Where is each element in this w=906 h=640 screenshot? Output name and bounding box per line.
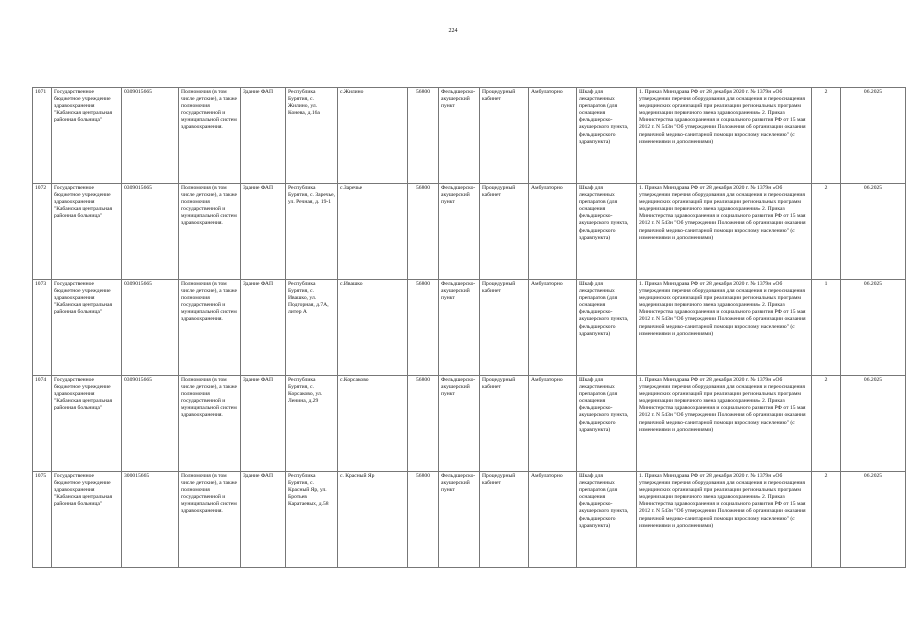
row-number: 1073 (33, 280, 52, 376)
inn-code: 0309015665 (122, 280, 179, 376)
region-code: 56800 (408, 184, 439, 280)
registry-table (32, 87, 906, 568)
purpose-text: Полномочия (в том числе детские), а также полномочия государственной и муниципальной систем здравоохранения. (179, 376, 241, 472)
inn-code: 0309015665 (122, 376, 179, 472)
building-type: Здание ФАП (241, 88, 286, 184)
page-number: 224 (448, 28, 458, 34)
region-code: 56800 (408, 280, 439, 376)
building-type: Здание ФАП (241, 376, 286, 472)
region-code: 56800 (408, 88, 439, 184)
equipment-name: Шкаф для лекарственных препаратов (для оснащения фельдшерско-акушерского пункта, фельдшерского здравпункта) (577, 376, 637, 472)
delivery-date: 06.2025 (841, 280, 906, 376)
address-text: Республика Бурятия, с. Корсаково, ул. Ленина, д.29 (286, 376, 338, 472)
row-number: 1074 (33, 376, 52, 472)
building-type: Здание ФАП (241, 472, 286, 568)
table-row (33, 184, 906, 280)
table-row (33, 280, 906, 376)
quantity: 2 (812, 376, 841, 472)
delivery-date: 06.2025 (841, 184, 906, 280)
building-type: Здание ФАП (241, 280, 286, 376)
delivery-date: 06.2025 (841, 88, 906, 184)
table-row (33, 88, 906, 184)
organization-name: Государственное бюджетное учреждение здравоохранения "Кабанская центральная районная больница" (52, 472, 122, 568)
row-number: 1071 (33, 88, 52, 184)
inn-code: 300015665 (122, 472, 179, 568)
legal-basis: 1. Приказ Минздрава РФ от 28 декабря 2020 г. № 1379н «Об утверждении перечня оборудования для оснащения и переоснащения медицинских организаций при реализации региональных программ модернизации первичного звена здравоохранения» 2. Приказ Министерства здравоохранения и социального развития РФ от 15 мая 2012 г. N 543н "Об утверждении Положения об организации оказания первичной медико-санитарной помощи взрослому населению" (с изменениями и дополнениями) (637, 184, 812, 280)
room-name: Процедурный кабинет (480, 376, 529, 472)
quantity: 2 (812, 184, 841, 280)
organization-name: Государственное бюджетное учреждение здравоохранения "Кабанская центральная районная больница" (52, 184, 122, 280)
equipment-name: Шкаф для лекарственных препаратов (для оснащения фельдшерско-акушерского пункта, фельдшерского здравпункта) (577, 280, 637, 376)
settlement-name: с. Красный Яр (338, 472, 408, 568)
settlement-name: с.Жилино (338, 88, 408, 184)
address-text: Республика Бурятия, с. Заречье, ул. Речная, д. 19-1 (286, 184, 338, 280)
row-number: 1075 (33, 472, 52, 568)
building-type: Здание ФАП (241, 184, 286, 280)
facility-type: Фельдшерско-акушерский пункт (439, 376, 480, 472)
care-mode: Амбулаторно (529, 184, 577, 280)
room-name: Процедурный кабинет (480, 280, 529, 376)
organization-name: Государственное бюджетное учреждение здравоохранения "Кабанская центральная районная больница" (52, 88, 122, 184)
equipment-name: Шкаф для лекарственных препаратов (для оснащения фельдшерско-акушерского пункта, фельдшерского здравпункта) (577, 184, 637, 280)
care-mode: Амбулаторно (529, 472, 577, 568)
inn-code: 0309015665 (122, 184, 179, 280)
quantity: 1 (812, 280, 841, 376)
legal-basis: 1. Приказ Минздрава РФ от 28 декабря 2020 г. № 1379н «Об утверждении перечня оборудования для оснащения и переоснащения медицинских организаций при реализации региональных программ модернизации первичного звена здравоохранения» 2. Приказ Министерства здравоохранения и социального развития РФ от 15 мая 2012 г. N 543н "Об утверждении Положения об организации оказания первичной медико-санитарной помощи взрослому населению" (с изменениями и дополнениями) (637, 88, 812, 184)
address-text: Республика Бурятия, с. Ивашко, ул. Подгорная, д.7А, литер А (286, 280, 338, 376)
equipment-name: Шкаф для лекарственных препаратов (для оснащения фельдшерско-акушерского пункта, фельдшерского здравпункта) (577, 472, 637, 568)
quantity: 2 (812, 472, 841, 568)
settlement-name: с.Ивашко (338, 280, 408, 376)
quantity: 2 (812, 88, 841, 184)
table-row (33, 472, 906, 568)
care-mode: Амбулаторно (529, 280, 577, 376)
facility-type: Фельдшерско-акушерский пункт (439, 88, 480, 184)
region-code: 56800 (408, 376, 439, 472)
purpose-text: Полномочия (в том числе детские), а также полномочия государственной и муниципальной систем здравоохранения. (179, 472, 241, 568)
legal-basis: 1. Приказ Минздрава РФ от 28 декабря 2020 г. № 1379н «Об утверждении перечня оборудования для оснащения и переоснащения медицинских организаций при реализации региональных программ модернизации первичного звена здравоохранения» 2. Приказ Министерства здравоохранения и социального развития РФ от 15 мая 2012 г. N 543н "Об утверждении Положения об организации оказания первичной медико-санитарной помощи взрослому населению" (с изменениями и дополнениями) (637, 376, 812, 472)
purpose-text: Полномочия (в том числе детские), а также полномочия государственной и муниципальной систем здравоохранения. (179, 88, 241, 184)
inn-code: 0309015665 (122, 88, 179, 184)
settlement-name: с.Заречье (338, 184, 408, 280)
region-code: 56800 (408, 472, 439, 568)
room-name: Процедурный кабинет (480, 472, 529, 568)
organization-name: Государственное бюджетное учреждение здравоохранения "Кабанская центральная районная больница" (52, 280, 122, 376)
address-text: Республика Бурятия, с. Красный Яр, ул. Бротьев Каратаевых, д.58 (286, 472, 338, 568)
delivery-date: 06.2025 (841, 376, 906, 472)
legal-basis: 1. Приказ Минздрава РФ от 28 декабря 2020 г. № 1379н «Об утверждении перечня оборудования для оснащения и переоснащения медицинских организаций при реализации региональных программ модернизации первичного звена здравоохранения» 2. Приказ Министерства здравоохранения и социального развития РФ от 15 мая 2012 г. N 543н "Об утверждении Положения об организации оказания первичной медико-санитарной помощи взрослому населению" (с изменениями и дополнениями) (637, 472, 812, 568)
room-name: Процедурный кабинет (480, 184, 529, 280)
equipment-name: Шкаф для лекарственных препаратов (для оснащения фельдшерско-акушерского пункта, фельдшерского здравпункта) (577, 88, 637, 184)
legal-basis: 1. Приказ Минздрава РФ от 28 декабря 2020 г. № 1379н «Об утверждении перечня оборудования для оснащения и переоснащения медицинских организаций при реализации региональных программ модернизации первичного звена здравоохранения» 2. Приказ Министерства здравоохранения и социального развития РФ от 15 мая 2012 г. N 543н "Об утверждении Положения об организации оказания первичной медико-санитарной помощи взрослому населению" (с изменениями и дополнениями) (637, 280, 812, 376)
facility-type: Фельдшерско-акушерский пункт (439, 472, 480, 568)
facility-type: Фельдшерско-акушерский пункт (439, 280, 480, 376)
care-mode: Амбулаторно (529, 88, 577, 184)
room-name: Процедурный кабинет (480, 88, 529, 184)
care-mode: Амбулаторно (529, 376, 577, 472)
purpose-text: Полномочия (в том числе детские), а также полномочия государственной и муниципальной систем здравоохранения. (179, 280, 241, 376)
organization-name: Государственное бюджетное учреждение здравоохранения "Кабанская центральная районная больница" (52, 376, 122, 472)
row-number: 1072 (33, 184, 52, 280)
table-row (33, 376, 906, 472)
settlement-name: с.Корсаково (338, 376, 408, 472)
facility-type: Фельдшерско-акушерский пункт (439, 184, 480, 280)
delivery-date: 06.2025 (841, 472, 906, 568)
address-text: Республика Бурятия, с. Жилино, ул. Конева, д.16а (286, 88, 338, 184)
purpose-text: Полномочия (в том числе детские), а также полномочия государственной и муниципальной систем здравоохранения. (179, 184, 241, 280)
